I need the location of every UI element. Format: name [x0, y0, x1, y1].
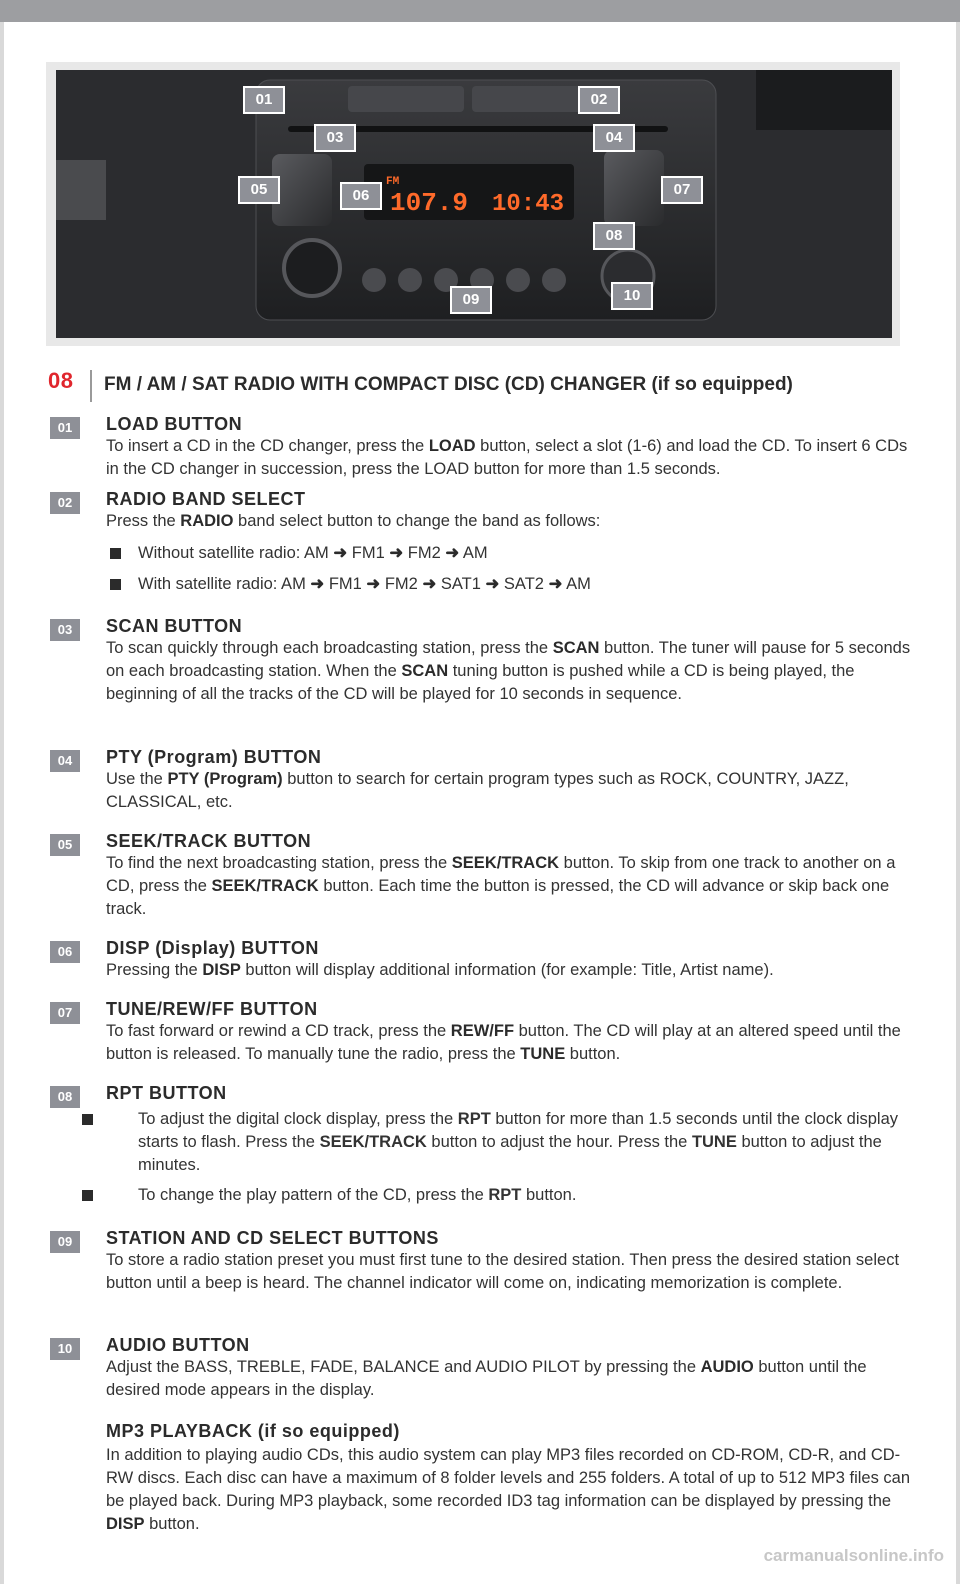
item-heading: RPT BUTTON: [106, 1083, 227, 1103]
item-body: To fast forward or rewind a CD track, press the REW/FF button. The CD will play at an altered speed until the button is released. To manually tune the radio, press the TUNE button.: [106, 1022, 901, 1063]
item-heading: PTY (Program) BUTTON: [106, 747, 322, 767]
callout-06: 06: [340, 182, 382, 210]
display-clock: 10:43: [492, 191, 565, 218]
arrow-right-icon: ➜: [389, 544, 404, 562]
section-divider: [90, 370, 92, 402]
item-badge: 02: [50, 492, 80, 514]
item-badge: 08: [50, 1086, 80, 1108]
item-badge: 06: [50, 941, 80, 963]
item-body: To find the next broadcasting station, press the SEEK/TRACK button. To skip from one track to another on a CD, press the SEEK/TRACK button. Each time the button is pressed, the CD will advance or skip back one track.: [106, 854, 896, 918]
item-body: Use the PTY (Program) button to search for certain program types such as ROCK, COUNTRY, JAZZ, CLASSICAL, etc.: [106, 770, 849, 811]
item-body: Pressing the DISP button will display additional information (for example: Title, Artist name).: [106, 961, 774, 979]
page-edge-left: [0, 22, 4, 1584]
item-heading: LOAD BUTTON: [106, 414, 243, 434]
item-body: To scan quickly through each broadcasting station, press the SCAN button. The tuner will pause for 5 seconds on each broadcasting station. When the SCAN tuning button is pushed while a CD is being played, the beginning of all the tracks of the CD will be played for 10 seconds in sequence.: [106, 639, 911, 703]
display-frequency: 107.9: [390, 188, 469, 218]
item-body: To store a radio station preset you must first tune to the desired station. Then press the desired station select button until a beep is heard. The channel indicator will come on, indicating memorization is complete.: [106, 1251, 900, 1292]
section-title: FM / AM / SAT RADIO WITH COMPACT DISC (CD) CHANGER (if so equipped): [104, 374, 793, 395]
mp3-heading: MP3 PLAYBACK (if so equipped): [106, 1421, 400, 1441]
mp3-body: In addition to playing audio CDs, this audio system can play MP3 files recorded on CD-ROM, CD-R, and CD-RW discs. Each disc can have a maximum of 8 folder levels and 255 folders. A total of up to 512 MP3 files can be played back. During MP3 playback, some recorded ID3 tag information can be displayed by pressing the DISP button.: [106, 1446, 911, 1533]
item-body: Press the RADIO band select button to change the band as follows:: [106, 512, 601, 530]
callout-09: 09: [450, 286, 492, 314]
callout-08: 08: [593, 222, 635, 250]
bullet-square-icon: [110, 548, 121, 559]
bullet-without-satellite: Without satellite radio: AM ➜ FM1 ➜ FM2 ➜ AM: [106, 542, 914, 565]
arrow-right-icon: ➜: [333, 544, 348, 562]
item-badge: 01: [50, 417, 80, 439]
item-badge: 04: [50, 750, 80, 772]
item-badge: 09: [50, 1231, 80, 1253]
watermark: carmanualsonline.info: [763, 1546, 944, 1565]
item-badge: 10: [50, 1338, 80, 1360]
callout-07: 07: [661, 176, 703, 204]
bullet-square-icon: [82, 1190, 93, 1201]
arrow-right-icon: ➜: [485, 575, 500, 593]
top-bar: [0, 0, 960, 22]
arrow-right-icon: ➜: [310, 575, 325, 593]
arrow-right-icon: ➜: [548, 575, 563, 593]
arrow-right-icon: ➜: [445, 544, 460, 562]
item-heading: TUNE/REW/FF BUTTON: [106, 999, 318, 1019]
bullet-square-icon: [110, 579, 121, 590]
item-body: Adjust the BASS, TREBLE, FADE, BALANCE and AUDIO PILOT by pressing the AUDIO button until the desired mode appears in the display.: [106, 1358, 867, 1399]
item-body: To insert a CD in the CD changer, press the LOAD button, select a slot (1-6) and load the CD. To insert 6 CDs in the CD changer in succession, press the LOAD button for more than 1.5 seconds.: [106, 437, 908, 478]
page-edge-right: [956, 22, 960, 1584]
item-badge: 07: [50, 1002, 80, 1024]
item-heading: STATION AND CD SELECT BUTTONS: [106, 1228, 439, 1248]
bullet-with-satellite: With satellite radio: AM ➜ FM1 ➜ FM2 ➜ SAT1 ➜ SAT2 ➜ AM: [106, 573, 914, 596]
callout-01: 01: [243, 86, 285, 114]
item-heading: SEEK/TRACK BUTTON: [106, 831, 312, 851]
bullet-play-pattern: To change the play pattern of the CD, press the RPT button.: [106, 1184, 914, 1207]
arrow-right-icon: ➜: [366, 575, 381, 593]
item-heading: RADIO BAND SELECT: [106, 489, 306, 509]
display-band: FM: [386, 176, 400, 188]
item-heading: DISP (Display) BUTTON: [106, 938, 319, 958]
section-number: 08: [48, 368, 74, 393]
item-badge: 05: [50, 834, 80, 856]
callout-02: 02: [578, 86, 620, 114]
item-badge: 03: [50, 619, 80, 641]
item-heading: AUDIO BUTTON: [106, 1335, 250, 1355]
bullet-square-icon: [82, 1114, 93, 1125]
callout-10: 10: [611, 282, 653, 310]
callout-04: 04: [593, 124, 635, 152]
arrow-right-icon: ➜: [422, 575, 437, 593]
bullet-clock-adjust: To adjust the digital clock display, press the RPT button for more than 1.5 seconds until the clock display starts to flash. Press the SEEK/TRACK button to adjust the hour. Press the TUNE button to adjust the minutes.: [106, 1108, 914, 1177]
item-heading: SCAN BUTTON: [106, 616, 243, 636]
callout-03: 03: [314, 124, 356, 152]
callout-05: 05: [238, 176, 280, 204]
